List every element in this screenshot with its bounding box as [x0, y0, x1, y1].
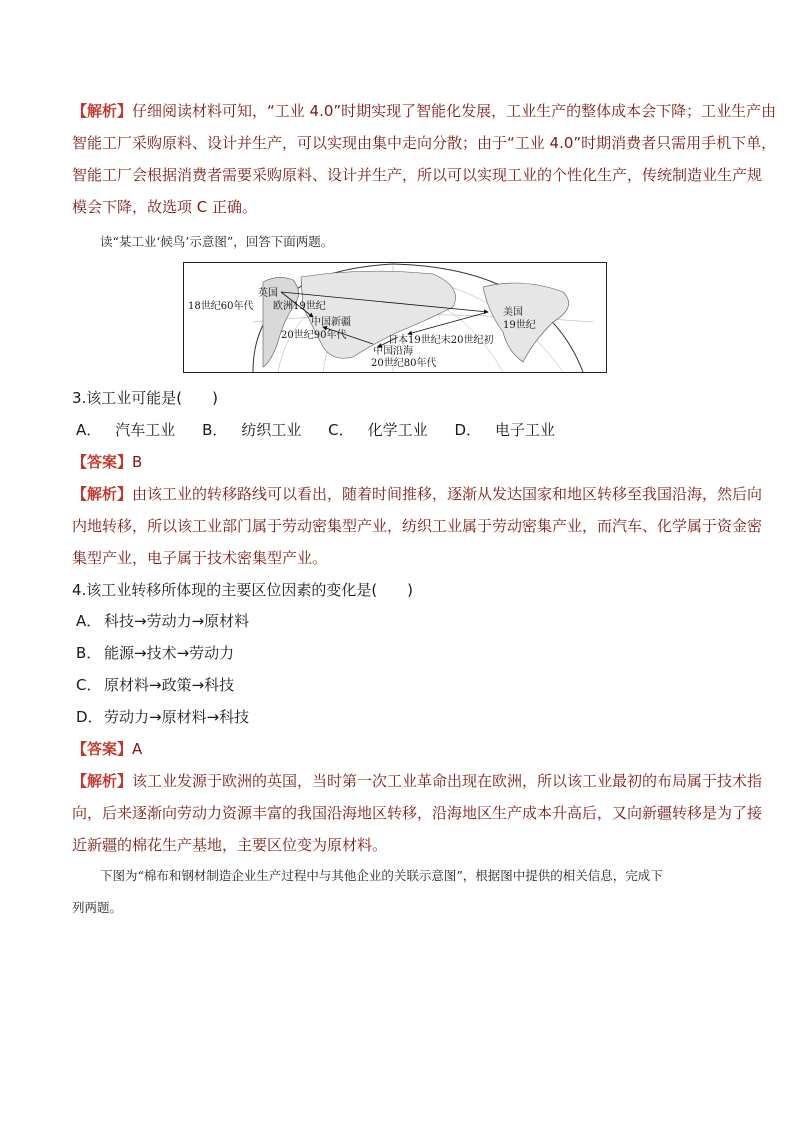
q3-analysis-line-2: 内地转移，所以该工业部门属于劳动密集型产业，纺织工业属于劳动密集产业，而汽车、化学属于资金密 [72, 517, 763, 535]
label-coast: 中国沿海 [373, 346, 413, 357]
analysis-paragraph-line-1 [72, 101, 777, 121]
q3-option-b-key[interactable]: B． [202, 421, 228, 439]
q3-option-a-key[interactable]: A． [76, 421, 102, 439]
analysis-paragraph-line-3: 智能工厂会根据消费者需要采购原料、设计并生产，所以可以实现工业的个性化生产，传统制造业生产规 [72, 166, 763, 184]
q3-option-b-text[interactable]: 纺织工业 [241, 421, 302, 439]
q3-option-c-text[interactable]: 化学工业 [367, 421, 428, 439]
q4-answer-line [72, 739, 722, 759]
analysis-label: 【解析】 [72, 485, 133, 503]
q4-option-a[interactable] [76, 611, 249, 631]
q3-analysis-line-1 [72, 484, 763, 504]
q3-answer: B [132, 453, 143, 471]
q3-analysis-text: 由该工业的转移路线可以看出，随着时间推移，逐渐从发达国家和地区转移至我国沿海，然后向 [132, 485, 763, 503]
q4-option-b-text: 能源→技术→劳动力 [104, 644, 235, 662]
q4-analysis-line-1 [72, 771, 763, 791]
label-usa: 美国 [503, 307, 523, 318]
answer-label: 【答案】 [72, 740, 133, 758]
label-coast-time: 20世纪80年代 [371, 358, 437, 369]
label-uk-time: 18世纪60年代 [188, 301, 254, 312]
question-4-stem: 4.该工业转移所体现的主要区位因素的变化是( ) [72, 581, 414, 599]
q3-answer-line [72, 452, 722, 472]
q4-analysis-text: 该工业发源于欧洲的英国，当时第一次工业革命出现在欧洲，所以该工业最初的布局属于技术指 [132, 772, 763, 790]
analysis-label: 【解析】 [72, 102, 133, 120]
q4-option-b[interactable] [76, 643, 234, 663]
label-usa-time: 19世纪 [503, 320, 536, 331]
analysis-paragraph-line-2: 智能工厂采购原料、设计并生产，可以实现由集中走向分散；由于“工业 4.0”时期消费者只需用手机下单， [72, 134, 777, 152]
q4-option-a-text: 科技→劳动力→原材料 [104, 612, 250, 630]
label-xinjiang: 中国新疆 [311, 317, 351, 328]
q4-analysis-line-2: 向，后来逐渐向劳动力资源丰富的我国沿海地区转移，沿海地区生产成本升高后，又向新疆转移是为了接 [72, 804, 763, 822]
map-question-intro: 读“某工业‘候鸟’示意图”，回答下面两题。 [100, 234, 334, 249]
label-xinjiang-time: 20世纪90年代 [281, 330, 347, 341]
q4-analysis-line-3: 近新疆的棉花生产基地，主要区位变为原材料。 [72, 836, 388, 854]
q4-option-c[interactable] [76, 675, 234, 695]
q4-option-d-key: D． [76, 708, 103, 726]
q4-option-d[interactable] [76, 707, 249, 727]
q3-analysis-line-3: 集型产业，电子属于技术密集型产业。 [72, 549, 328, 567]
next-question-intro-line-1: 下图为“棉布和钢材制造企业生产过程中与其他企业的关联示意图”，根据图中提供的相关信息，完成下 [100, 868, 663, 883]
question-3-stem: 3.该工业可能是( ) [72, 389, 219, 407]
q3-option-d-key[interactable]: D． [454, 421, 481, 439]
q4-option-c-key: C． [76, 676, 102, 694]
q4-option-a-key: A． [76, 612, 102, 630]
label-uk: 英国 [258, 288, 278, 299]
question-3-options [76, 420, 577, 440]
q3-option-c-key[interactable]: C． [328, 421, 354, 439]
label-europe: 欧洲19世纪 [273, 301, 326, 312]
q3-option-d-text[interactable]: 电子工业 [495, 421, 556, 439]
industry-migration-map [183, 262, 607, 373]
analysis-label: 【解析】 [72, 772, 133, 790]
q3-option-a-text[interactable]: 汽车工业 [115, 421, 176, 439]
label-japan: 日本19世纪末20世纪初 [388, 335, 494, 346]
q4-option-c-text: 原材料→政策→科技 [104, 676, 235, 694]
analysis-paragraph-line-4: 模会下降，故选项 C 正确。 [72, 198, 258, 216]
q4-answer: A [132, 740, 143, 758]
q4-option-b-key: B． [76, 644, 102, 662]
analysis-text: 仔细阅读材料可知，“工业 4.0”时期实现了智能化发展，工业生产的整体成本会下降；工业生产由 [132, 102, 777, 120]
answer-label: 【答案】 [72, 453, 133, 471]
next-question-intro-line-2: 列两题。 [72, 900, 123, 915]
q4-option-d-text: 劳动力→原材料→科技 [104, 708, 250, 726]
